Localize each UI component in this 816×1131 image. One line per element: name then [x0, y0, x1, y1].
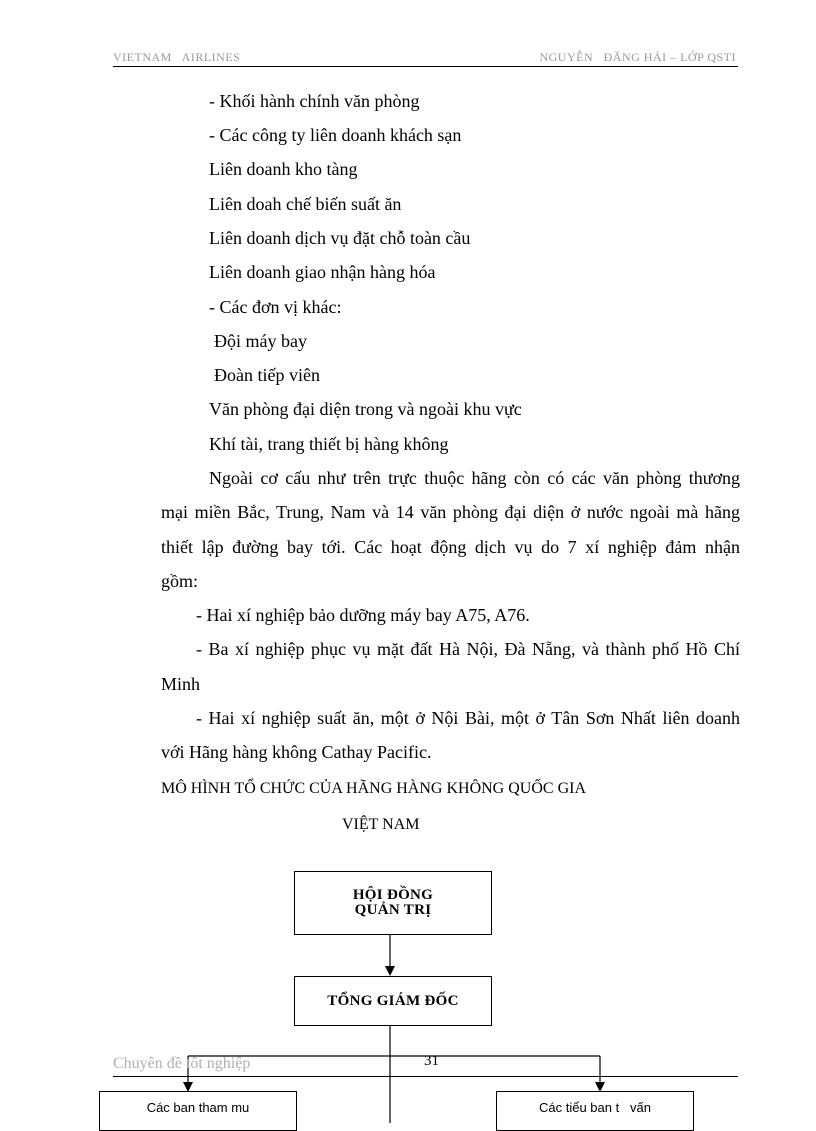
body-line-3: Liên doanh kho tàng [209, 159, 358, 179]
paragraph-line-3: thiết lập đường bay tới. Các hoạt động dịch vụ do 7 xí nghiệp đảm nhận [161, 537, 740, 557]
paragraph-line-4: gồm: [161, 571, 199, 591]
header-left: VIETNAM AIRLINES [113, 50, 241, 64]
board-of-directors-label: HỘI ĐỒNG QUẢN TRỊ [352, 887, 434, 918]
header-right: NGUYỄN ĐĂNG HẢI – LỚP QSTI [539, 50, 736, 64]
sub-committees-box [496, 1091, 694, 1131]
board-of-directors-box [294, 871, 492, 935]
body-line-11: Khí tài, trang thiết bị hàng không [209, 434, 449, 454]
body-line-8: Đội máy bay [214, 331, 307, 351]
body-line-2: - Các công ty liên doanh khách sạn [209, 125, 462, 145]
chart-title-line-1: MÔ HÌNH TỔ CHỨC CỦA HÃNG HÀNG KHÔNG QUỐC GIA [161, 780, 587, 797]
advisory-boards-label: Các ban tham mu [146, 1100, 250, 1115]
body-line-5: Liên doanh dịch vụ đặt chỗ toàn cầu [209, 228, 471, 248]
body-line-4: Liên doah chế biến suất ăn [209, 194, 402, 214]
arrowhead-ceo [385, 966, 395, 976]
body-line-6: Liên doanh giao nhận hàng hóa [209, 262, 436, 282]
bullet-3-line-1: - Hai xí nghiệp suất ăn, một ở Nội Bài, một ở Tân Sơn Nhất liên doanh [196, 708, 740, 728]
general-director-label: TỔNG GIÁM ĐỐC [327, 992, 459, 1009]
body-line-1: - Khối hành chính văn phòng [209, 91, 420, 111]
page-number: 31 [424, 1053, 439, 1069]
chart-title-line-2: VIỆT NAM [342, 816, 420, 833]
advisory-boards-box [99, 1091, 297, 1131]
body-line-9: Đoàn tiếp viên [214, 365, 320, 385]
bullet-2-line-2: Minh [161, 674, 201, 694]
paragraph-line-1: Ngoài cơ cấu như trên trực thuộc hãng còn có các văn phòng thương [209, 468, 740, 488]
body-line-10: Văn phòng đại diện trong và ngoài khu vực [209, 399, 522, 419]
bullet-1: - Hai xí nghiệp bảo dưỡng máy bay A75, A76. [196, 605, 530, 625]
bullet-3-line-2: với Hãng hàng không Cathay Pacific. [161, 742, 432, 762]
body-line-7: - Các đơn vị khác: [209, 297, 342, 317]
bullet-2-line-1: - Ba xí nghiệp phục vụ mặt đất Hà Nội, Đà Nẵng, và thành phố Hồ Chí [196, 639, 740, 659]
footer-text: Chuyên đề tốt nghiệp [113, 1055, 251, 1072]
sub-committees-label: Các tiểu ban t vấn [538, 1100, 651, 1115]
paragraph-line-2: mại miền Bắc, Trung, Nam và 14 văn phòng đại diện ở nước ngoài mà hãng [161, 502, 740, 522]
general-director-box [294, 976, 492, 1026]
footer-rule [113, 1076, 738, 1077]
